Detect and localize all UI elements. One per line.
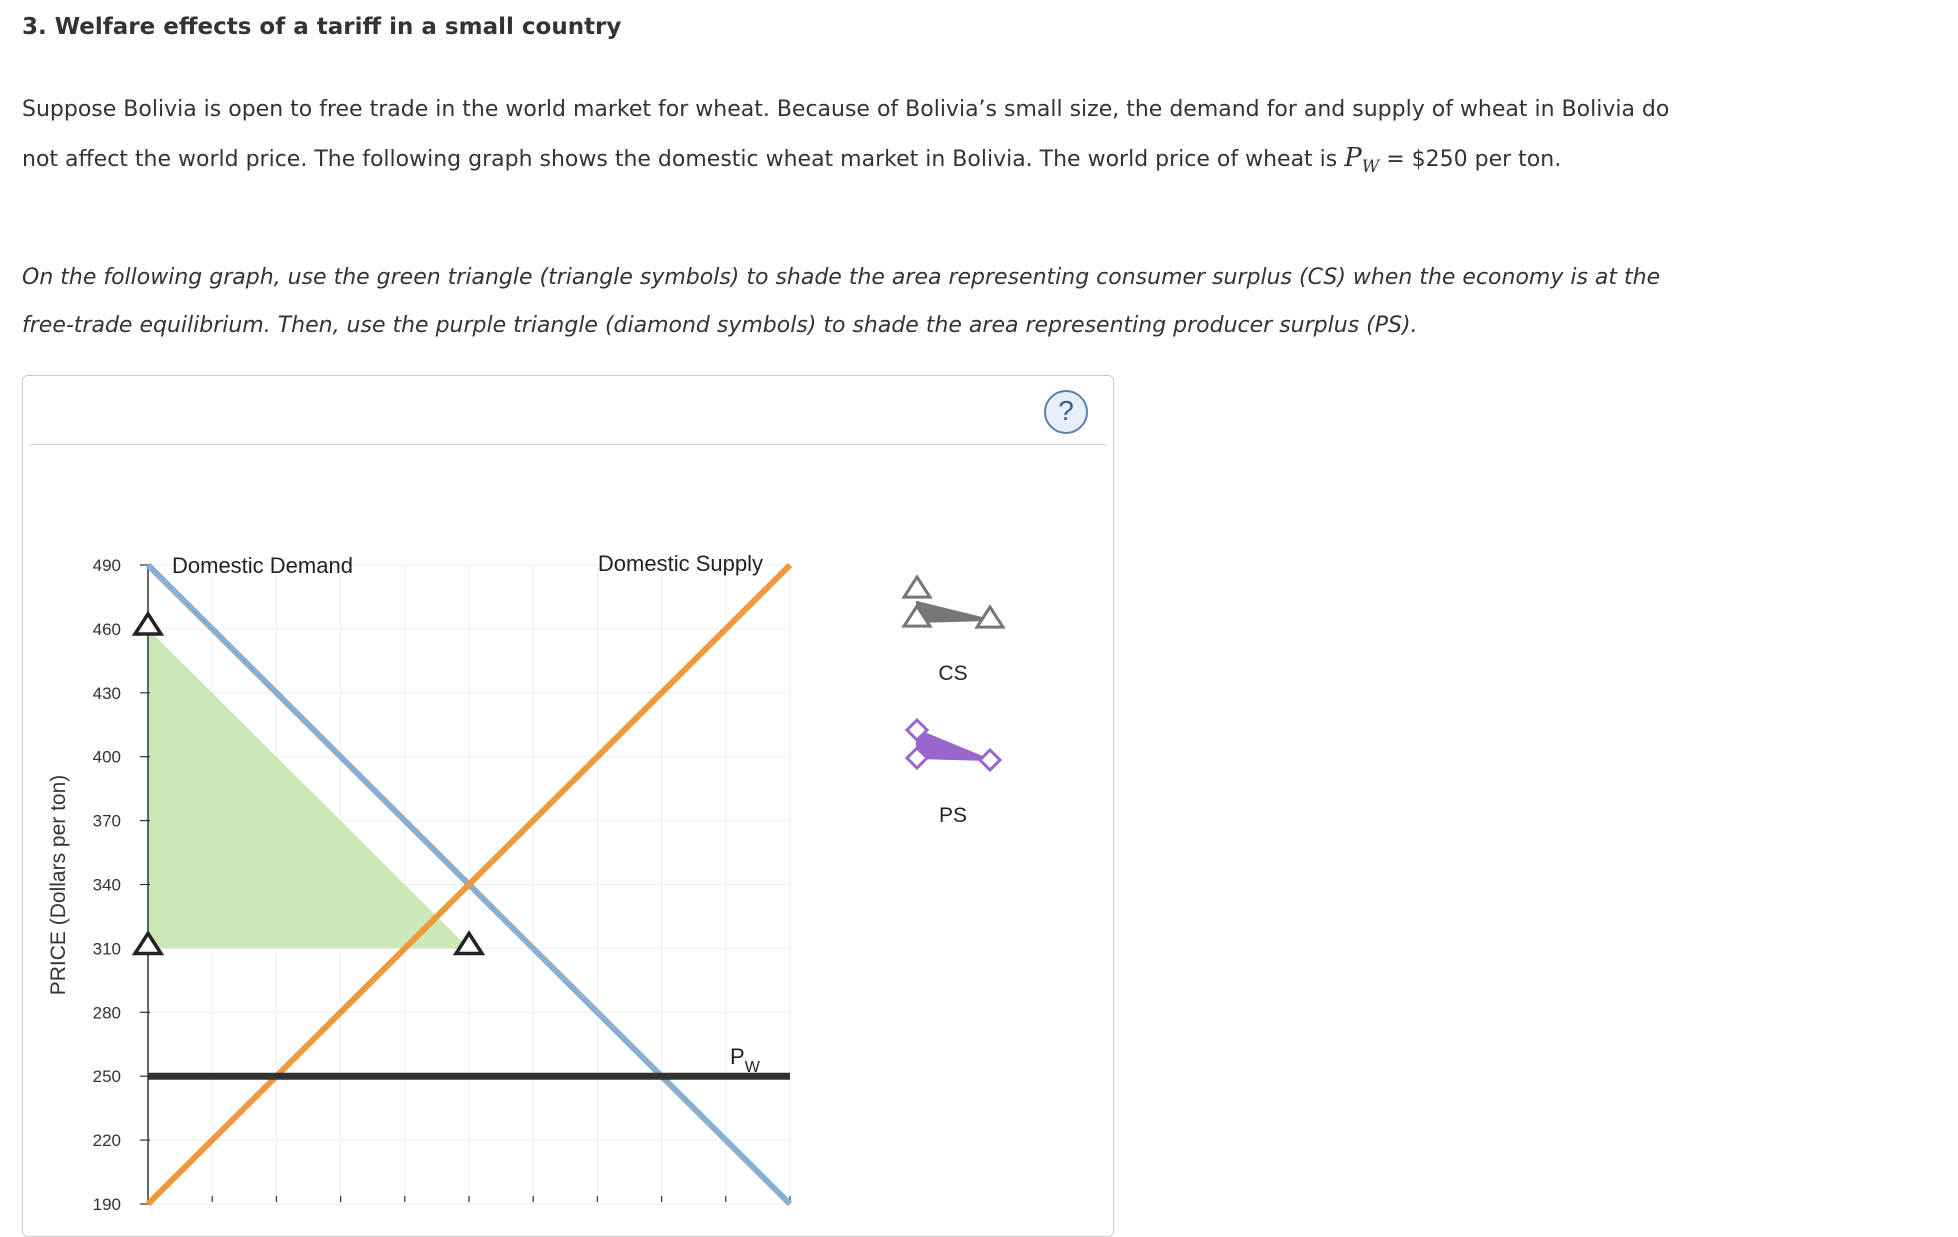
y-axis-title: PRICE (Dollars per ton) xyxy=(47,774,70,996)
instructions-line-2: free-trade equilibrium. Then, use the purple triangle (diamond symbols) to shade the area representing producer surplus (PS). xyxy=(22,313,1418,338)
world-price-symbol: $P_W$ xyxy=(1344,143,1380,178)
supply-curve-label: Domestic Supply xyxy=(597,551,763,576)
intro-line-1: Suppose Bolivia is open to free trade in the world market for wheat. Because of Bolivia’s small size, the demand for and supply of wheat in Bolivia do xyxy=(22,97,1670,122)
world-price-value: = $250 per ton. xyxy=(1379,147,1562,172)
y-tick-label: 400 xyxy=(92,747,121,767)
instructions-line-1: On the following graph, use the green triangle (triangle symbols) to shade the area representing consumer surplus (CS) when the economy is at the xyxy=(22,265,1661,290)
world-price-label: $P_W$ xyxy=(730,1044,760,1076)
cs-vertex-handle xyxy=(135,614,161,634)
y-tick-label: 190 xyxy=(92,1195,121,1214)
y-tick-label: 310 xyxy=(92,939,121,959)
cs-shaded-area xyxy=(148,629,469,949)
y-tick-label: 280 xyxy=(92,1003,121,1023)
y-tick-label: 370 xyxy=(92,811,121,831)
y-tick-label: 460 xyxy=(92,619,121,639)
cs-tool-handle xyxy=(904,577,930,597)
ps-tool-shape xyxy=(917,730,990,760)
y-tick-label: 490 xyxy=(92,556,121,575)
demand-curve-label: Domestic Demand xyxy=(172,553,353,578)
help-icon[interactable]: ? xyxy=(1044,390,1088,434)
cs-tool-label: CS xyxy=(938,662,968,685)
y-tick-label: 250 xyxy=(92,1067,121,1087)
question-heading: 3. Welfare effects of a tariff in a small country xyxy=(22,14,622,40)
intro-line-2-text: not affect the world price. The following graph shows the domestic wheat market in Bolivia. The world price of wheat is xyxy=(22,147,1345,172)
y-tick-label: 340 xyxy=(92,875,121,895)
ps-tool-label: PS xyxy=(938,804,968,827)
ps-tool-handle xyxy=(980,750,1000,770)
y-tick-label: 220 xyxy=(92,1131,121,1151)
y-tick-label: 430 xyxy=(92,683,121,703)
cs-tool-shape xyxy=(917,602,990,622)
